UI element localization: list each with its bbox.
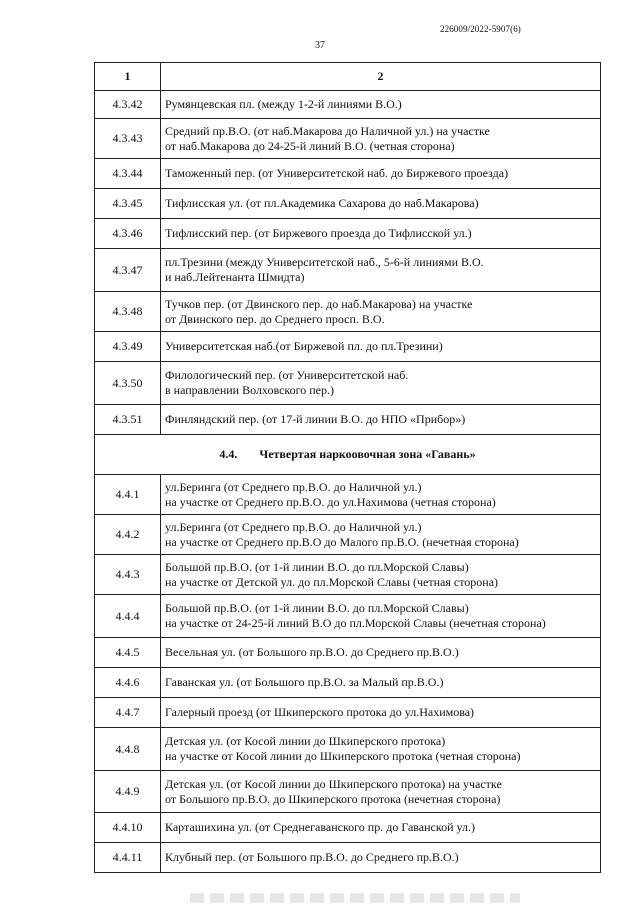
- row-number: 4.4.8: [95, 728, 161, 771]
- description-line: Тифлисский пер. (от Биржевого проезда до Тифлисской ул.): [165, 226, 472, 240]
- row-number: 4.4.9: [95, 771, 161, 813]
- description-line: ул.Беринга (от Среднего пр.В.О. до Наличной ул.): [165, 479, 422, 494]
- table-row: [95, 292, 601, 332]
- description-line: Большой пр.В.О. (от 1-й линии В.О. до пл.Морской Славы): [165, 559, 469, 574]
- description-line: Большой пр.В.О. (от 1-й линии В.О. до пл.Морской Славы): [165, 601, 469, 615]
- row-description: [161, 515, 601, 555]
- row-description: [161, 91, 601, 119]
- section-number: 4.4.: [219, 447, 238, 461]
- table-row: [95, 249, 601, 292]
- row-description: [161, 249, 601, 292]
- table-row: [95, 638, 601, 668]
- row-description: [161, 159, 601, 189]
- row-description: [161, 555, 601, 595]
- table-row: [95, 405, 601, 435]
- row-description: [161, 595, 601, 638]
- description-line: Средний пр.В.О. (от наб.Макарова до Наличной ул.) на участке: [165, 123, 490, 138]
- row-number: 4.4.1: [95, 475, 161, 515]
- description-line: от Двинского пер. до Среднего просп. В.О.: [165, 311, 385, 326]
- table-row: [95, 698, 601, 728]
- row-number: 4.3.47: [95, 249, 161, 292]
- description-line: и наб.Лейтенанта Шмидта): [165, 270, 305, 284]
- row-number: 4.3.51: [95, 405, 161, 435]
- row-description: [161, 668, 601, 698]
- table-row: [95, 515, 601, 555]
- row-number: 4.4.11: [95, 843, 161, 873]
- row-description: [161, 119, 601, 159]
- table-row: [95, 362, 601, 405]
- description-line: от наб.Макарова до 24-25-й линий В.О. (четная сторона): [165, 138, 455, 153]
- description-line: ул.Беринга (от Среднего пр.В.О. до Наличной ул.): [165, 519, 422, 534]
- row-description: [161, 698, 601, 728]
- page-number: 37: [315, 40, 325, 51]
- description-line: Филологический пер. (от Университетской наб.: [165, 368, 409, 382]
- table-row: [95, 91, 601, 119]
- row-number: 4.3.49: [95, 332, 161, 362]
- row-number: 4.3.45: [95, 189, 161, 219]
- table-row: [95, 728, 601, 771]
- row-description: [161, 728, 601, 771]
- table-row: [95, 219, 601, 249]
- row-description: [161, 189, 601, 219]
- row-description: [161, 813, 601, 843]
- description-line: на участке от Детской ул. до пл.Морской Славы (четная сторона): [165, 574, 499, 589]
- description-line: Университетская наб.(от Биржевой пл. до пл.Трезини): [165, 339, 443, 353]
- table-row: [95, 813, 601, 843]
- description-line: Таможенный пер. (от Университетской наб. до Биржевого проезда): [165, 166, 509, 180]
- row-description: [161, 475, 601, 515]
- section-row: [95, 435, 601, 475]
- description-line: Клубный пер. (от Большого пр.В.О. до Среднего пр.В.О.): [165, 850, 459, 864]
- row-description: [161, 771, 601, 813]
- description-line: Финляндский пер. (от 17-й линии В.О. до НПО «Прибор»): [165, 412, 466, 426]
- row-number: 4.3.44: [95, 159, 161, 189]
- zones-table: [94, 62, 601, 873]
- table-row: [95, 332, 601, 362]
- description-line: Тучков пер. (от Двинского пер. до наб.Макарова) на участке: [165, 296, 473, 311]
- description-line: Весельная ул. (от Большого пр.В.О. до Среднего пр.В.О.): [165, 645, 459, 659]
- row-number: 4.3.50: [95, 362, 161, 405]
- table-row: [95, 475, 601, 515]
- description-line: на участке от Среднего пр.В.О. до ул.Нахимова (четная сторона): [165, 494, 496, 509]
- description-line: Тифлисская ул. (от пл.Академика Сахарова до наб.Макарова): [165, 196, 479, 210]
- row-number: 4.4.7: [95, 698, 161, 728]
- table-row: [95, 843, 601, 873]
- description-line: на участке от 24-25-й линий В.О до пл.Морской Славы (нечетная сторона): [165, 616, 546, 630]
- row-number: 4.3.46: [95, 219, 161, 249]
- table-header-row: [95, 63, 601, 91]
- description-line: Детская ул. (от Косой линии до Шкиперского протока) на участке: [165, 776, 502, 791]
- description-line: пл.Трезини (между Университетской наб., 5-6-й линиями В.О.: [165, 255, 484, 269]
- row-number: 4.4.4: [95, 595, 161, 638]
- row-description: [161, 638, 601, 668]
- header-col-1: 1: [95, 63, 161, 91]
- row-number: 4.3.42: [95, 91, 161, 119]
- row-number: 4.4.6: [95, 668, 161, 698]
- description-line: на участке от Косой линии до Шкиперского протока (четная сторона): [165, 749, 521, 763]
- row-description: [161, 405, 601, 435]
- section-title: Четвертая наркоовочная зона «Гавань»: [259, 447, 476, 461]
- table-row: [95, 555, 601, 595]
- row-number: 4.4.3: [95, 555, 161, 595]
- row-number: 4.4.10: [95, 813, 161, 843]
- row-number: 4.3.48: [95, 292, 161, 332]
- row-description: [161, 219, 601, 249]
- description-line: Карташихина ул. (от Среднегаванского пр. до Гаванской ул.): [165, 820, 475, 834]
- table-row: [95, 189, 601, 219]
- section-heading: [95, 435, 601, 475]
- row-number: 4.4.2: [95, 515, 161, 555]
- row-description: [161, 332, 601, 362]
- description-line: Галерный проезд (от Шкиперского протока до ул.Нахимова): [165, 705, 475, 719]
- description-line: Детская ул. (от Косой линии до Шкиперского протока): [165, 734, 446, 748]
- row-number: 4.4.5: [95, 638, 161, 668]
- table-row: [95, 595, 601, 638]
- description-line: Румянцевская пл. (между 1-2-й линиями В.О.): [165, 97, 402, 111]
- description-line: на участке от Среднего пр.В.О до Малого пр.В.О. (нечетная сторона): [165, 534, 519, 549]
- description-line: Гаванская ул. (от Большого пр.В.О. за Малый пр.В.О.): [165, 675, 444, 689]
- row-description: [161, 292, 601, 332]
- footer-bleed-through-text: [190, 893, 520, 903]
- table-row: [95, 668, 601, 698]
- table-row: [95, 771, 601, 813]
- row-description: [161, 362, 601, 405]
- document-number: 226009/2022-5907(6): [440, 24, 521, 34]
- table-row: [95, 119, 601, 159]
- row-description: [161, 843, 601, 873]
- description-line: в направлении Волховского пер.): [165, 383, 334, 397]
- header-col-2: 2: [161, 63, 601, 91]
- row-number: 4.3.43: [95, 119, 161, 159]
- description-line: от Большого пр.В.О. до Шкиперского протока (нечетная сторона): [165, 791, 501, 806]
- table-row: [95, 159, 601, 189]
